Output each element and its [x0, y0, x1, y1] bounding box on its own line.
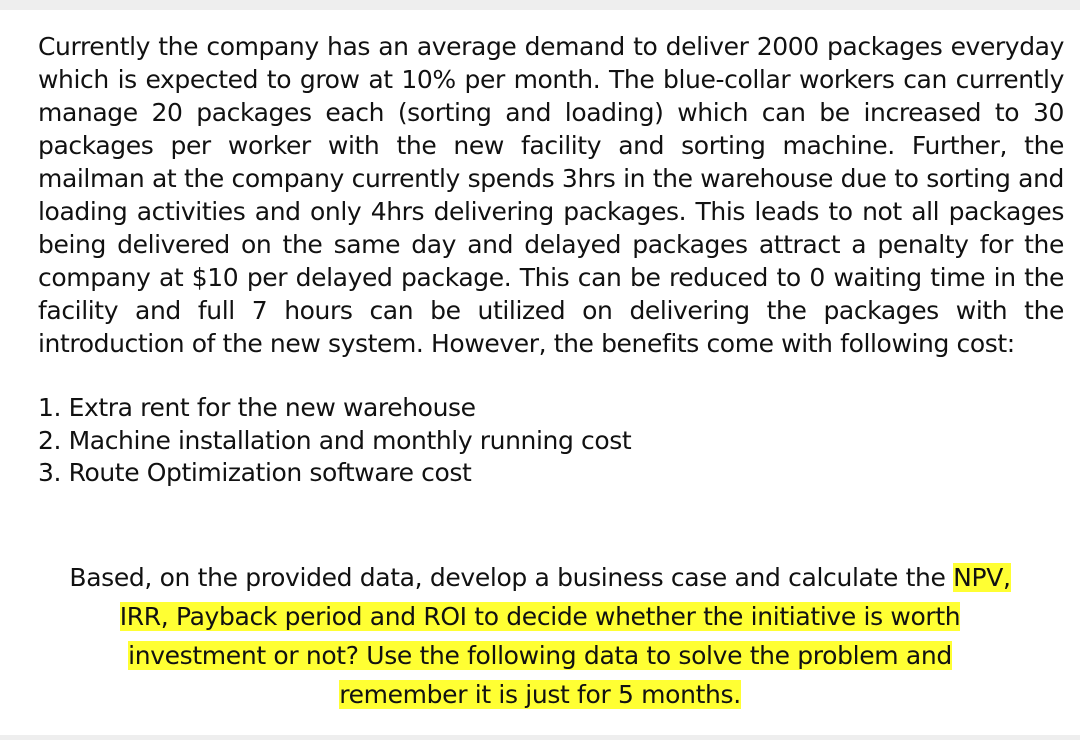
cost-item-machine: 2. Machine installation and monthly running cost	[38, 425, 632, 455]
instruction-line-4	[40, 675, 1040, 714]
bottom-border-band	[0, 735, 1080, 740]
top-border-band	[0, 0, 1080, 10]
instruction-line-3	[40, 636, 1040, 675]
instruction-highlight-2: IRR, Payback period and ROI to decide whether the initiative is worth	[119, 602, 961, 631]
cost-item-software: 3. Route Optimization software cost	[38, 458, 472, 487]
instruction-line-2	[40, 597, 1040, 636]
cost-item-rent: 1. Extra rent for the new warehouse	[38, 393, 476, 422]
instruction-highlight-3: investment or not? Use the following data to solve the problem and	[128, 641, 952, 670]
instruction-highlight-4: remember it is just for 5 months.	[339, 680, 741, 709]
cost-list	[38, 392, 631, 490]
task-instructions	[40, 558, 1040, 714]
instruction-line-1-text: Based, on the provided data, develop a business case and calculate the	[69, 563, 954, 592]
instruction-line-1	[40, 558, 1040, 597]
problem-paragraph: Currently the company has an average demand to deliver 2000 packages everyday which is expected to grow at 10% per month. The blue-collar workers can currently manage 20 packages each (sorting and loading) which can be increased to 30 packages per worker with the new facility and sorting machine. Further, the mailman at the company currently spends 3hrs in the warehouse due to sorting and loading activities and only 4hrs delivering packages. This leads to not all packages being delivered on the same day and delayed packages attract a penalty for the company at $10 per delayed package. This can be reduced to 0 waiting time in the facility and full 7 hours can be utilized on delivering the packages with the introduction of the new system. However, the benefits come with following cost:	[38, 32, 1064, 358]
instruction-highlight-npv: NPV,	[953, 563, 1011, 592]
